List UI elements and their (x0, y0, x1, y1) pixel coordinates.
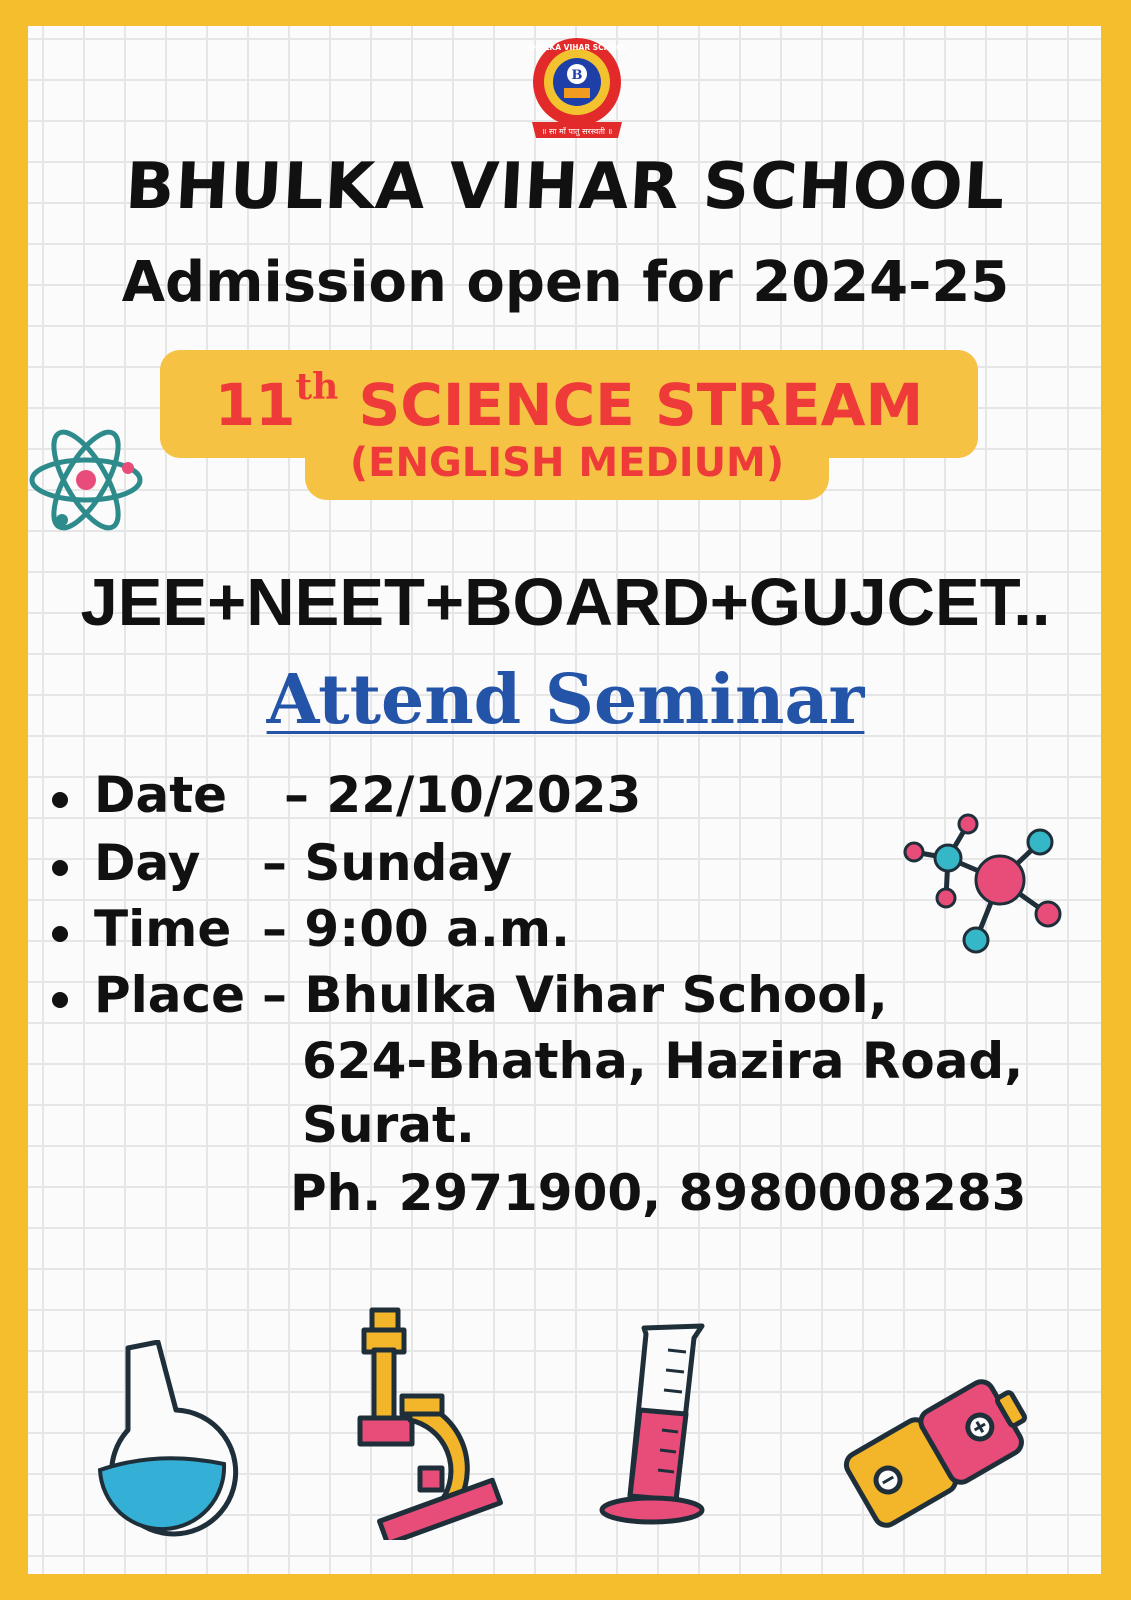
grade-suffix: th (295, 366, 339, 408)
phone-numbers: Ph. 2971900, 8980008283 (290, 1164, 1027, 1222)
bullet-icon (52, 792, 68, 808)
battery-icon (840, 1360, 1040, 1530)
svg-text:॥ सा माँ पातु सरस्वती ॥: ॥ सा माँ पातु सरस्वती ॥ (541, 127, 613, 136)
place-label: Place (94, 966, 246, 1024)
microscope-icon (350, 1300, 520, 1540)
date-label: Date (94, 766, 228, 824)
stream-name: SCIENCE STREAM (358, 371, 924, 439)
measuring-cylinder-icon (590, 1310, 720, 1540)
date-value: – 22/10/2023 (284, 766, 642, 824)
bullet-icon (52, 860, 68, 876)
place-value: – Bhulka Vihar School, (262, 966, 888, 1024)
time-value: – 9:00 a.m. (262, 900, 571, 958)
day-label: Day (94, 834, 201, 892)
round-flask-icon (88, 1340, 248, 1540)
stream-title (160, 366, 978, 439)
medium-label: (ENGLISH MEDIUM) (349, 440, 785, 486)
exams-list: JEE+NEET+BOARD+GUJCET.. (80, 565, 1051, 640)
time-label: Time (94, 900, 232, 958)
atom-icon (24, 420, 150, 540)
svg-text:B: B (571, 68, 583, 83)
school-name: BHULKA VIHAR SCHOOL (123, 150, 1008, 224)
day-value: – Sunday (262, 834, 513, 892)
bullet-icon (52, 992, 68, 1008)
svg-text:BHULKA VIHAR SCHOOL: BHULKA VIHAR SCHOOL (526, 43, 628, 52)
admission-heading: Admission open for 2024-25 (121, 250, 1010, 315)
bullet-icon (52, 926, 68, 942)
seminar-heading: Attend Seminar (266, 660, 865, 740)
school-logo (522, 34, 632, 146)
place-row (0, 966, 1131, 1030)
grade-number: 11 (214, 371, 296, 439)
address-line-3: Surat. (302, 1096, 475, 1154)
molecule-icon (900, 810, 1090, 970)
address-line-2: 624-Bhatha, Hazira Road, (302, 1032, 1024, 1090)
